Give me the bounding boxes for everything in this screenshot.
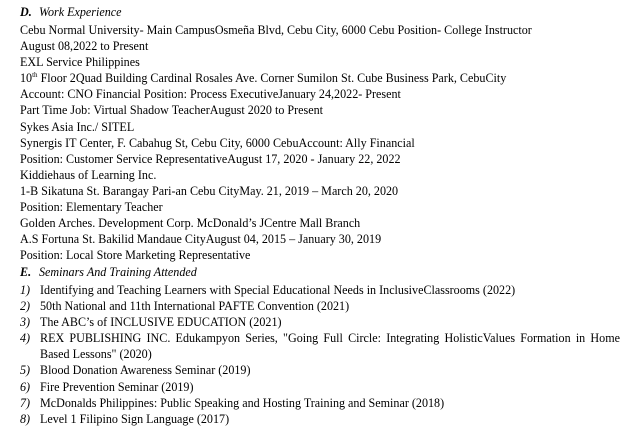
item-number: 1) (20, 283, 31, 297)
work-line: Position: Local Store Marketing Representative (20, 248, 251, 263)
section-letter: D. (20, 5, 32, 19)
floor-number: 10 (20, 71, 33, 86)
seminars-heading (20, 264, 620, 280)
item-text: Fire Prevention Seminar (2019) (40, 379, 194, 394)
list-item (20, 298, 620, 314)
item-number: 6) (20, 379, 31, 394)
item-number: 3) (20, 315, 31, 330)
item-number: 4) (20, 331, 31, 346)
work-line: EXL Service Philippines (20, 55, 140, 70)
item-text: Blood Donation Awareness Seminar (2019) (40, 363, 251, 378)
work-line-address (20, 70, 630, 86)
work-experience-heading (20, 4, 620, 20)
work-line: Synergis IT Center, F. Cabahug St, Cebu City, 6000 CebuAccount: Ally Financial (20, 135, 415, 150)
list-item (20, 330, 620, 362)
item-text: Identifying and Teaching Learners with Special Educational Needs in InclusiveClassrooms (2022) (40, 283, 516, 297)
section-title: Seminars And Training Attended (39, 265, 197, 279)
list-item (20, 282, 620, 298)
work-line: Account: CNO Financial Position: Process ExecutiveJanuary 24,2022- Present (20, 87, 401, 102)
work-line: Golden Arches. Development Corp. McDonald’s JCentre Mall Branch (20, 216, 361, 231)
item-text: Level 1 Filipino Sign Language (2017) (40, 411, 230, 426)
work-line: A.S Fortuna St. Bakilid Mandaue CityAugust 04, 2015 – January 30, 2019 (20, 232, 382, 247)
section-letter: E. (20, 265, 32, 279)
list-item (20, 379, 620, 395)
seminars-list (20, 282, 620, 427)
item-number: 7) (20, 395, 31, 410)
list-item (20, 314, 620, 330)
item-number: 2) (20, 299, 31, 314)
work-line: Position: Elementary Teacher (20, 200, 163, 215)
item-text: The ABC’s of INCLUSIVE EDUCATION (2021) (40, 315, 282, 330)
work-line: 1-B Sikatuna St. Barangay Pari-an Cebu CityMay. 21, 2019 – March 20, 2020 (20, 183, 399, 198)
item-number: 5) (20, 363, 31, 378)
section-title: Work Experience (39, 5, 122, 19)
work-line: August 08,2022 to Present (20, 39, 149, 54)
work-line: Position: Customer Service RepresentativeAugust 17, 2020 - January 22, 2022 (20, 151, 401, 166)
item-text: REX PUBLISHING INC. Edukampyon Series, "Going Full Circle: Integrating HolisticValues Formation in Home Based Lessons" (2020) (40, 331, 620, 362)
list-item (20, 411, 620, 427)
work-line: Sykes Asia Inc./ SITEL (20, 119, 135, 134)
item-text: McDonalds Philippines: Public Speaking and Hosting Training and Seminar (2018) (40, 395, 445, 410)
address-text: Floor 2Quad Building Cardinal Rosales Ave. Corner Sumilon St. Cube Business Park, CebuCity (37, 71, 507, 86)
work-line: Kiddiehaus of Learning Inc. (20, 167, 157, 182)
ordinal-suffix: th (32, 71, 38, 80)
work-line: Part Time Job: Virtual Shadow TeacherAugust 2020 to Present (20, 103, 323, 118)
work-line: Cebu Normal University- Main CampusOsmeña Blvd, Cebu City, 6000 Cebu Position- College Instructor (20, 23, 532, 37)
work-experience-list (20, 22, 630, 263)
item-number: 8) (20, 411, 31, 426)
list-item (20, 395, 620, 411)
item-text: 50th National and 11th International PAFTE Convention (2021) (40, 299, 350, 314)
list-item (20, 362, 620, 378)
